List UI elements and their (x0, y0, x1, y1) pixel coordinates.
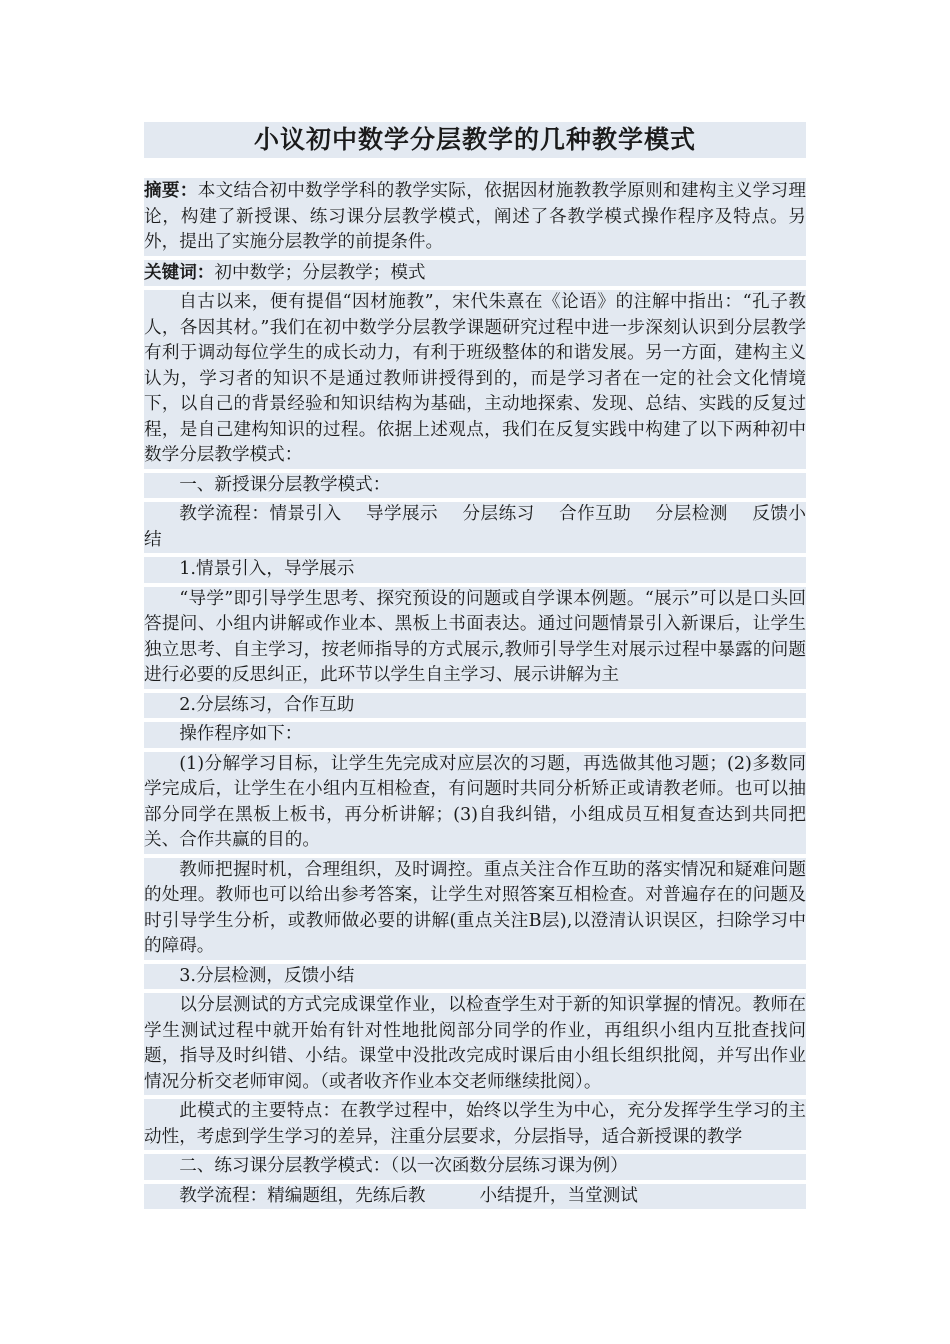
flow-label: 教学流程： (179, 1185, 268, 1206)
abstract-paragraph (144, 178, 806, 256)
sub2-teacher-paragraph: 教师把握时机，合理组织，及时调控。重点关注合作互助的落实情况和疑难问题的处理。教师也可以给出参考答案，让学生对照答案互相检查。对普遍存在的问题及时引导学生分析，或教师做必要的讲解(重点关注B层),以澄清认识误区，扫除学习中的障碍。 (144, 858, 806, 960)
flow-step: 情景引入 (269, 504, 342, 524)
flow-step: 合作互助 (558, 504, 632, 524)
flow-step: 分层练习 (462, 504, 535, 524)
sub3-paragraph: 以分层测试的方式完成课堂作业，以检查学生对于新的知识掌握的情况。教师在学生测试过程中就开始有针对性地批阅部分同学的作业，再组织小组内互批查找问题，指导及时纠错、小结。课堂中没批改完成时课后由小组长组织批阅，并写出作业情况分析交老师审阅。（或者收齐作业本交老师继续批阅）。 (144, 993, 806, 1095)
document-title: 小议初中数学分层教学的几种教学模式 (144, 122, 806, 158)
flow-step: 分层检测 (655, 504, 728, 524)
flow-part: 精编题组，先练后教 (267, 1185, 426, 1206)
sub2-intro: 操作程序如下： (144, 722, 806, 748)
flow-label: 教学流程： (179, 504, 270, 524)
intro-paragraph: 自古以来，便有提倡“因材施教”，宋代朱熹在《论语》的注解中指出：“孔子教人，各因其材。”我们在初中数学分层教学课题研究过程中进一步深刻认识到分层教学有利于调动每位学生的成长动力，有利于班级整体的和谐发展。另一方面，建构主义认为，学习者的知识不是通过教师讲授得到的，而是学习者在一定的社会文化情境下，以自己的背景经验和知识结构为基础，主动地探索、发现、总结、实践的反复过程，是自己建构知识的过程。依据上述观点，我们在反复实践中构建了以下两种初中数学分层教学模式： (144, 290, 806, 469)
section2-heading: 二、练习课分层教学模式：（以一次函数分层练习课为例） (144, 1154, 806, 1180)
section2-flow (144, 1184, 806, 1210)
document-body (144, 122, 806, 1213)
section1-heading: 一、新授课分层教学模式： (144, 473, 806, 499)
sub1-heading: 1.情景引入，导学展示 (144, 557, 806, 583)
abstract-text: 本文结合初中数学学科的教学实际，依据因材施教教学原则和建构主义学习理论，构建了新授课、练习课分层教学模式，阐述了各教学模式操作程序及特点。另外，提出了实施分层教学的前提条件。 (144, 181, 806, 252)
keywords-paragraph (144, 260, 806, 287)
flow-part: 小结提升，当堂测试 (479, 1185, 638, 1206)
abstract-label: 摘要： (144, 180, 198, 201)
sub2-steps-paragraph: (1)分解学习目标，让学生先完成对应层次的习题，再选做其他习题；(2)多数同学完成后，让学生在小组内互相检查，有问题时共同分析矫正或请教老师。也可以抽部分同学在黑板上板书，再分析讲解；(3)自我纠错，小组成员互相复查达到共同把关、合作共赢的目的。 (144, 752, 806, 854)
sub2-heading: 2.分层练习，合作互助 (144, 693, 806, 719)
flow-step: 导学展示 (365, 504, 439, 524)
features-paragraph: 此模式的主要特点：在教学过程中，始终以学生为中心，充分发挥学生学习的主动性，考虑到学生学习的差异，注重分层要求，分层指导，适合新授课的教学 (144, 1099, 806, 1150)
keywords-text: 初中数学；分层教学；模式 (214, 262, 426, 283)
flow-step: 反馈小结 (144, 504, 806, 550)
sub3-heading: 3.分层检测，反馈小结 (144, 964, 806, 990)
sub1-paragraph: “导学”即引导学生思考、探究预设的问题或自学课本例题。“展示”可以是口头回答提问、小组内讲解或作业本、黑板上书面表达。通过问题情景引入新课后，让学生独立思考、自主学习，按老师指导的方式展示,教师引导学生对展示过程中暴露的问题进行必要的反思纠正，此环节以学生自主学习、展示讲解为主 (144, 587, 806, 689)
keywords-label: 关键词： (144, 261, 215, 283)
section1-flow (144, 502, 806, 553)
